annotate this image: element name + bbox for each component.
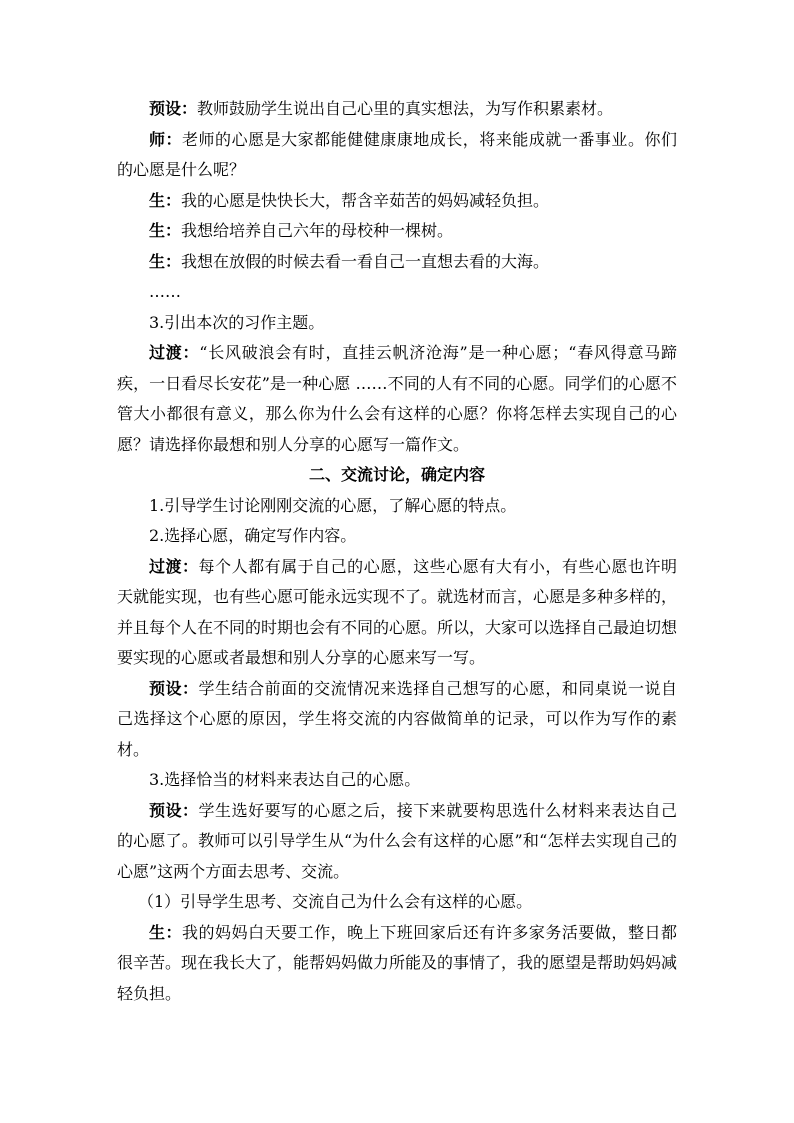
paragraph-step-2 (117, 521, 677, 552)
paragraph-step-3b (117, 765, 677, 796)
paragraph-text: 1.引导学生讨论刚刚交流的心愿，了解心愿的特点。 (149, 495, 517, 515)
paragraph-text: 我的心愿是快快长大，帮含辛茹苦的妈妈减轻负担。 (181, 190, 550, 210)
paragraph-label: 生： (149, 190, 182, 210)
paragraph-label: 生： (149, 221, 182, 240)
paragraph-student-4 (117, 918, 677, 1010)
paragraph-text: 我想在放假的时候去看一看自己一直想去看的大海。 (181, 251, 550, 271)
paragraph-text: 教师鼓励学生说出自己心里的真实想法，为写作积累素材。 (197, 99, 614, 118)
paragraph-text: 3.选择恰当的材料来表达自己的心愿。 (149, 770, 421, 789)
paragraph-text: 每个人都有属于自己的心愿，这些心愿有大有小，有些心愿也许明天就能实现，也有些心愿可能永远实现不了。就选材而言，心愿是多种多样的，并且每个人在不同的时期也会有不同的心愿。所以，大家可以选择自己最迫切想要实现的心愿或者最想和别人分享的心愿来写一写。 (117, 556, 678, 667)
document-page (117, 94, 677, 1009)
paragraph-text: （1）引导学生思考、交流自己为什么会有这样的心愿。 (138, 892, 533, 911)
section-heading: 二、交流讨论，确定内容 (308, 465, 485, 484)
paragraph-transition-2 (117, 552, 677, 674)
paragraph-teacher (117, 125, 677, 186)
paragraph-text: 3.引出本次的习作主题。 (149, 312, 325, 332)
paragraph-step-1 (117, 491, 677, 522)
paragraph-label: 过渡： (149, 556, 199, 576)
paragraph-text: 我想给培养自己六年的母校种一棵树。 (181, 221, 454, 240)
paragraph-label: 预设： (149, 678, 199, 698)
paragraph-text: 2.选择心愿，确定写作内容。 (149, 526, 357, 545)
paragraph-student-2 (117, 216, 677, 247)
paragraph-ellipsis (117, 277, 677, 308)
paragraph-label: 师： (149, 129, 183, 149)
paragraph-text: 我的妈妈白天要工作，晚上下班回家后还有许多家务活要做，整日都很辛苦。现在我长大了，能帮妈妈做力所能及的事情了，我的愿望是帮助妈妈减轻负担。 (117, 922, 678, 1003)
paragraph-label: 预设： (149, 800, 199, 820)
paragraph-text: 学生结合前面的交流情况来选择自己想写的心愿，和同桌说一说自己选择这个心愿的原因，学生将交流的内容做简单的记录，可以作为写作的素材。 (117, 678, 677, 759)
paragraph-preset-2 (117, 674, 677, 766)
paragraph-label: 过渡： (149, 343, 200, 362)
paragraph-label: 预设： (149, 99, 198, 118)
paragraph-label: 生： (149, 251, 182, 271)
paragraph-preset-1 (117, 94, 677, 125)
paragraph-preset-3 (117, 796, 677, 888)
paragraph-transition-1 (117, 338, 677, 460)
paragraph-student-1 (117, 186, 677, 217)
paragraph-label: 生： (149, 922, 183, 942)
paragraph-text: …… (149, 282, 181, 301)
paragraph-text: 学生选好要写的心愿之后，接下来就要构思选什么材料来表达自己的心愿了。教师可以引导学生从“为什么会有这样的心愿”和“怎样去实现自己的心愿”这两个方面去思考、交流。 (117, 800, 677, 881)
paragraph-text: “长风破浪会有时，直挂云帆济沧海”是一种心愿；“春风得意马蹄疾，一日看尽长安花”是一种心愿 ……不同的人有不同的心愿。同学们的心愿不管大小都很有意义，那么你为什么会有这样的心愿？你将怎样去实现自己的心愿？请选择你最想和别人分享的心愿写一篇作文。 (117, 343, 677, 454)
paragraph-substep-1 (117, 887, 677, 918)
paragraph-student-3 (117, 247, 677, 278)
paragraph-step-3 (117, 308, 677, 339)
paragraph-text: 老师的心愿是大家都能健健康康地成长，将来能成就一番事业。你们的心愿是什么呢？ (117, 129, 677, 179)
